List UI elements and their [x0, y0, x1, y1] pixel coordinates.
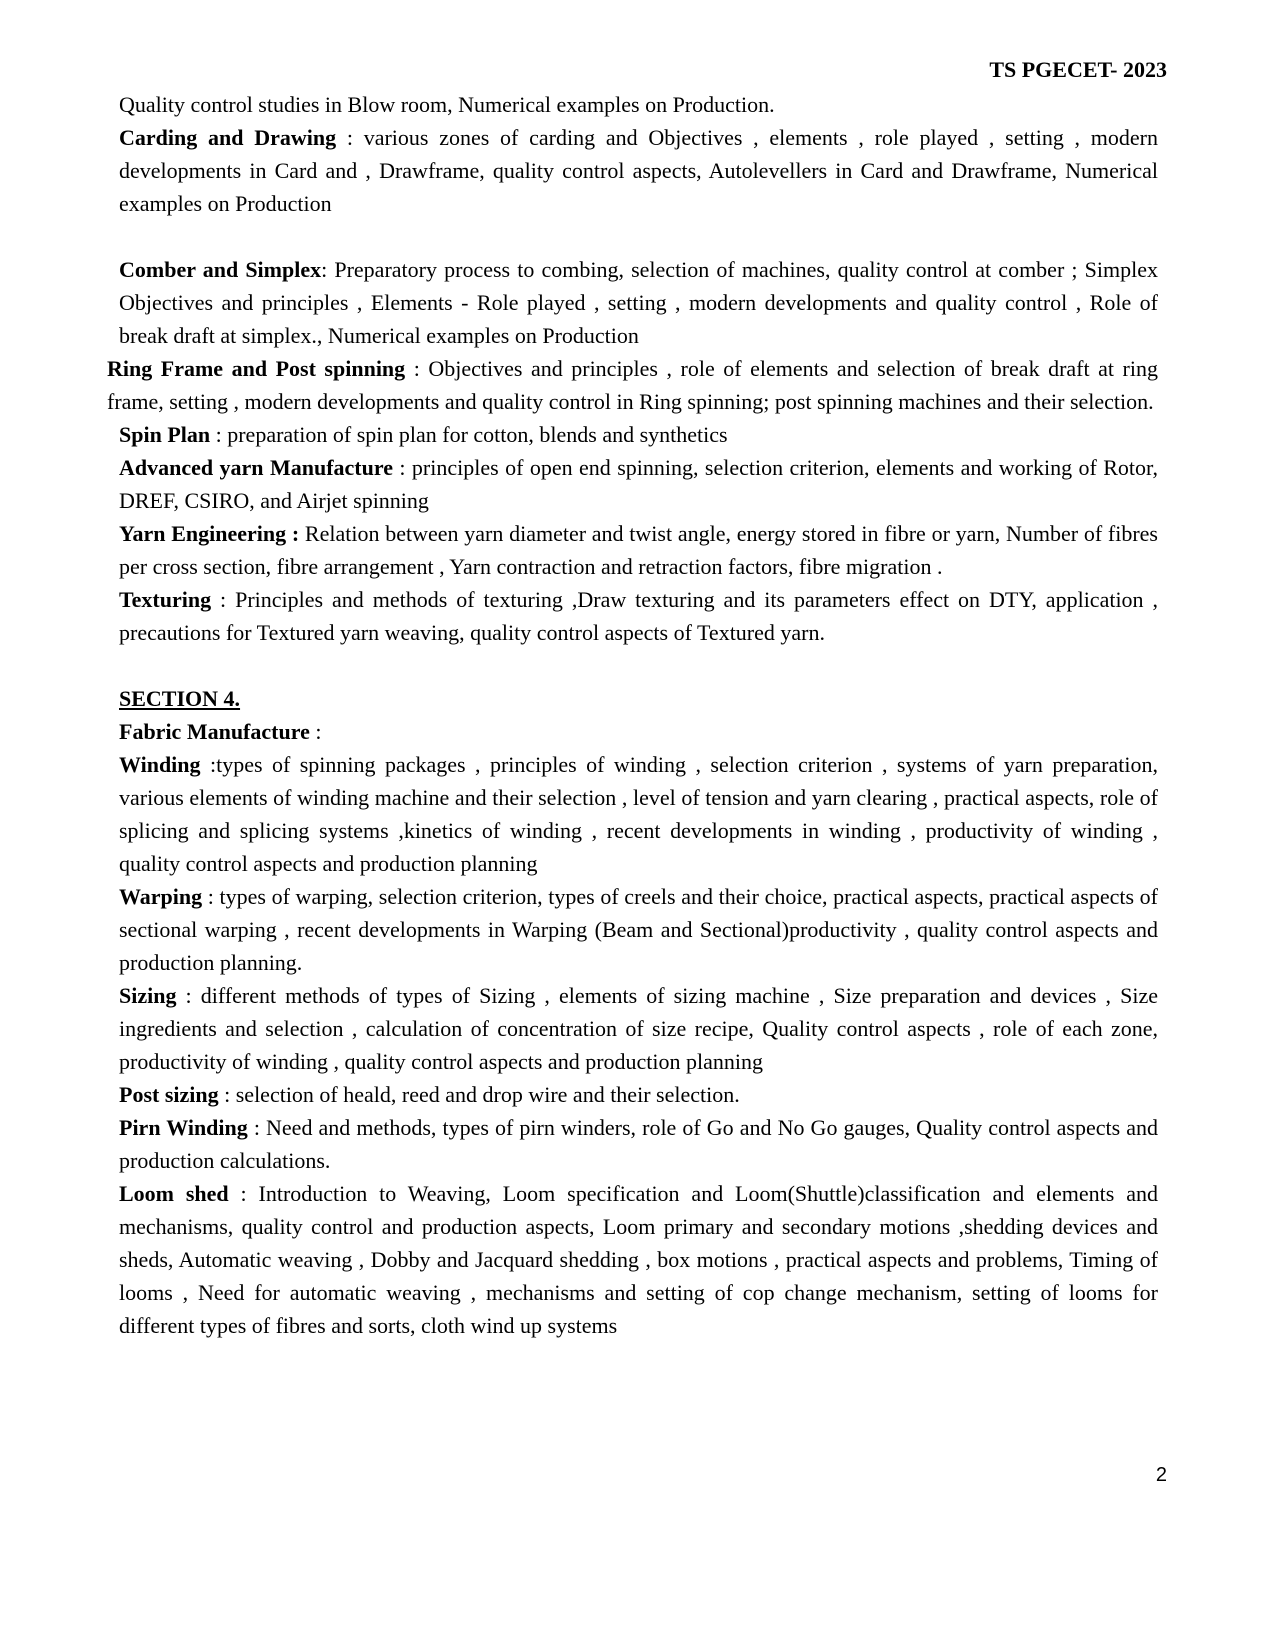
paragraph-term: Winding — [119, 752, 201, 777]
paragraph-text: : Need and methods, types of pirn winders, role of Go and No Go gauges, Quality control aspects and production calculations. — [119, 1115, 1158, 1173]
paragraph-term: Post sizing — [119, 1082, 219, 1107]
subtitle-text: : — [309, 719, 322, 744]
paragraph-pirn-winding — [119, 1111, 1158, 1177]
paragraph-text: Relation between yarn diameter and twist angle, energy stored in fibre or yarn, Number of fibres per cross section, fibre arrangement , Yarn contraction and retraction factors, fibre migration . — [119, 521, 1158, 579]
paragraph-term: Loom shed — [119, 1181, 229, 1206]
paragraph-text: : principles of open end spinning, selection criterion, elements and working of Rotor, DREF, CSIRO, and Airjet spinning — [119, 455, 1158, 513]
paragraph-term: Texturing — [119, 587, 212, 612]
paragraph-sizing — [119, 979, 1158, 1078]
spacer — [119, 220, 1158, 253]
paragraph-term: Ring Frame and Post spinning — [107, 356, 406, 381]
paragraph-loom-shed — [119, 1177, 1158, 1342]
page-number: 2 — [1155, 1464, 1167, 1486]
paragraph-text: : Preparatory process to combing, selection of machines, quality control at comber ; Simplex Objectives and principles , Elements - Role played , setting , modern developments and quality control , Role of break draft at simplex., Numerical examples on Production — [119, 257, 1158, 348]
paragraph-ring-frame — [107, 352, 1158, 418]
paragraph-advanced-yarn — [119, 451, 1158, 517]
paragraph-term: Pirn Winding — [119, 1115, 248, 1140]
paragraph-post-sizing — [119, 1078, 1158, 1111]
paragraph-yarn-engineering — [119, 517, 1158, 583]
paragraph-text: : Introduction to Weaving, Loom specification and Loom(Shuttle)classification and elements and mechanisms, quality control and production aspects, Loom primary and secondary motions ,shedding devices and sheds, Automatic weaving , Dobby and Jacquard shedding , box motions , practical aspects and problems, Timing of looms , Need for automatic weaving , mechanisms and setting of cop change mechanism, setting of looms for different types of fibres and sorts, cloth wind up systems — [119, 1181, 1158, 1338]
paragraph-term: Comber and Simplex — [119, 257, 322, 282]
paragraph-text: Quality control studies in Blow room, Numerical examples on Production. — [119, 92, 775, 117]
paragraph-text: : types of warping, selection criterion, types of creels and their choice, practical aspects, practical aspects of sectional warping , recent developments in Warping (Beam and Sectional)productivity , quality control aspects and production planning. — [119, 884, 1158, 975]
section-heading: SECTION 4. — [119, 686, 241, 711]
document-body — [107, 88, 1159, 1342]
paragraph-text: : preparation of spin plan for cotton, blends and synthetics — [210, 422, 728, 447]
spacer — [119, 649, 1158, 682]
page-header-title: TS PGECET- 2023 — [989, 57, 1167, 82]
paragraph-text: : Objectives and principles , role of elements and selection of break draft at ring frame, setting , modern developments and quality control in Ring spinning; post spinning machines and their selection. — [107, 356, 1158, 414]
paragraph-term: Carding and Drawing — [119, 125, 337, 150]
section-subtitle — [119, 715, 1158, 748]
paragraph-text: : different methods of types of Sizing , elements of sizing machine , Size preparation and devices , Size ingredients and selection , calculation of concentration of size recipe, Quality control aspects , role of each zone, productivity of winding , quality control aspects and production planning — [119, 983, 1158, 1074]
paragraph-term: Yarn Engineering : — [119, 521, 300, 546]
paragraph-term: Sizing — [119, 983, 177, 1008]
paragraph-spin-plan — [119, 418, 1158, 451]
paragraph-blow-room — [119, 88, 1158, 121]
subtitle-term: Fabric Manufacture — [119, 719, 310, 744]
paragraph-carding-drawing — [119, 121, 1158, 220]
paragraph-text: :types of spinning packages , principles of winding , selection criterion , systems of yarn preparation, various elements of winding machine and their selection , level of tension and yarn clearing , practical aspects, role of splicing and splicing systems ,kinetics of winding , recent developments in winding , productivity of winding , quality control aspects and production planning — [119, 752, 1158, 876]
paragraph-texturing — [119, 583, 1158, 649]
paragraph-winding — [119, 748, 1158, 880]
paragraph-warping — [119, 880, 1158, 979]
paragraph-comber-simplex — [119, 253, 1158, 352]
paragraph-text: : various zones of carding and Objectives , elements , role played , setting , modern developments in Card and , Drawframe, quality control aspects, Autolevellers in Card and Drawframe, Numerical examples on Production — [119, 125, 1159, 216]
paragraph-text: : selection of heald, reed and drop wire and their selection. — [218, 1082, 740, 1107]
paragraph-term: Spin Plan — [119, 422, 211, 447]
paragraph-text: : Principles and methods of texturing ,Draw texturing and its parameters effect on DTY, application , precautions for Textured yarn weaving, quality control aspects of Textured yarn. — [119, 587, 1158, 645]
paragraph-term: Warping — [119, 884, 203, 909]
paragraph-term: Advanced yarn Manufacture — [119, 455, 393, 480]
